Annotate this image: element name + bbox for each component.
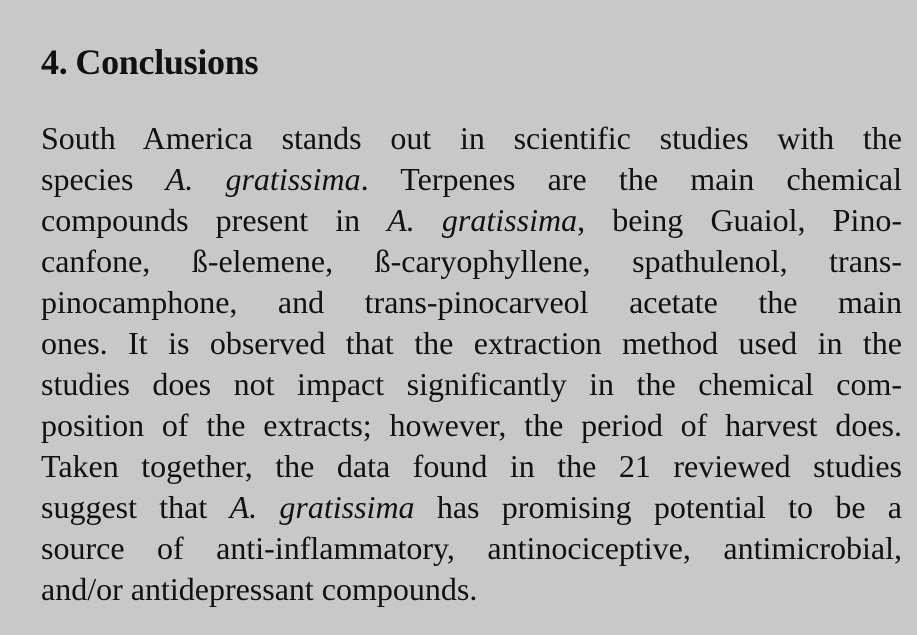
text-segment: , being Guaiol, Pino- xyxy=(577,202,903,238)
paragraph-line xyxy=(41,569,902,610)
paragraph-line xyxy=(41,159,902,200)
text-segment: canfone, ß-elemene, ß-caryophyllene, spathulenol, trans- xyxy=(41,243,902,279)
text-segment: Taken together, the data found in the 21 reviewed studies xyxy=(41,448,902,484)
conclusions-section xyxy=(41,38,902,610)
text-segment: compounds present in xyxy=(41,202,388,238)
paragraph-line xyxy=(41,323,902,364)
paragraph-line xyxy=(41,282,902,323)
paragraph-line xyxy=(41,446,902,487)
species-name: A. gratissima xyxy=(229,489,415,525)
text-segment: species xyxy=(41,161,166,197)
text-segment: source of anti-inflammatory, antinociceptive, antimicrobial, xyxy=(41,530,902,566)
section-title: Conclusions xyxy=(75,42,259,82)
text-segment: and/or antidepressant compounds. xyxy=(41,571,478,607)
paragraph-line xyxy=(41,405,902,446)
paragraph-line xyxy=(41,487,902,528)
conclusions-paragraph xyxy=(41,118,902,610)
section-heading xyxy=(41,38,902,86)
species-name: A. gratissima xyxy=(165,161,361,197)
species-name: A. gratissima xyxy=(387,202,578,238)
paragraph-line xyxy=(41,241,902,282)
text-segment: studies does not impact significantly in the chemical com- xyxy=(41,366,902,402)
text-segment: position of the extracts; however, the period of harvest does. xyxy=(41,407,902,443)
text-segment: has promising potential to be a xyxy=(414,489,903,525)
text-segment: suggest that xyxy=(41,489,230,525)
text-segment: South America stands out in scientific studies with the xyxy=(41,120,902,156)
text-segment: pinocamphone, and trans-pinocarveol acetate the main xyxy=(41,284,902,320)
text-segment: . Terpenes are the main chemical xyxy=(360,161,903,197)
paragraph-line xyxy=(41,364,902,405)
section-number: 4. xyxy=(41,42,68,82)
paragraph-line xyxy=(41,200,902,241)
paragraph-line xyxy=(41,528,902,569)
text-segment: ones. It is observed that the extraction method used in the xyxy=(41,325,902,361)
paragraph-line xyxy=(41,118,902,159)
